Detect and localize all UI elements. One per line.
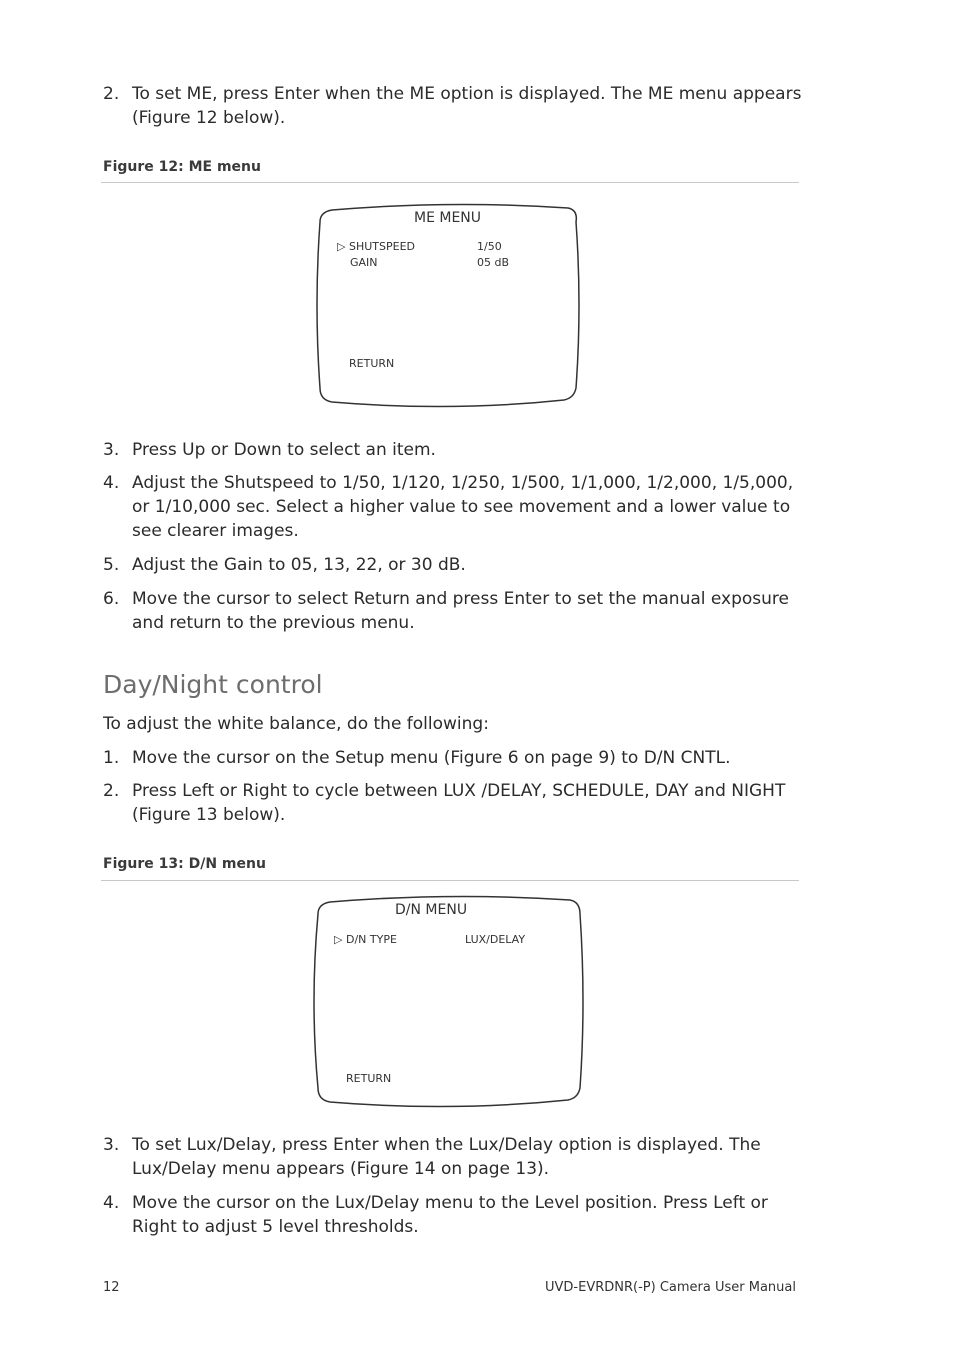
lux-step-3 [103,1133,803,1181]
step-number: 1. [103,748,120,768]
menu-item-return: RETURN [346,1072,392,1085]
dn-step-2 [103,779,803,827]
monitor-outline [310,200,590,412]
figure-13-rule [101,880,799,881]
step-text: Move the cursor on the Setup menu (Figure 6 on page 9) to D/N CNTL. [132,748,731,768]
section-heading: Day/Night control [103,670,323,699]
step-number: 4. [103,1193,120,1213]
step-text: Press Up or Down to select an item. [132,440,436,460]
menu-item-dn-type: D/N TYPE [346,933,397,946]
step-number: 2. [103,781,120,801]
lux-step-4 [103,1191,803,1239]
step-text: Move the cursor on the Lux/Delay menu to the Level position. Press Left or Right to adjust 5 level thresholds. [132,1193,768,1237]
menu-item-return: RETURN [349,357,395,370]
step-2-set-me [103,82,803,130]
menu-value-shutspeed: 1/50 [477,240,502,253]
menu-title: D/N MENU [395,902,468,918]
menu-value-dn-type: LUX/DELAY [465,933,526,946]
dn-menu-screen [306,892,594,1112]
step-number: 5. [103,555,120,575]
section-intro: To adjust the white balance, do the following: [103,714,489,734]
step-number: 3. [103,440,120,460]
manual-title: UVD-EVRDNR(-P) Camera User Manual [545,1280,796,1295]
step-4 [103,471,803,543]
step-text: To set ME, press Enter when the ME option is displayed. The ME menu appears (Figure 12 below). [132,84,802,128]
figure-12-caption: Figure 12: ME menu [103,159,261,175]
step-6 [103,587,803,635]
step-number: 4. [103,473,120,493]
menu-value-gain: 05 dB [477,256,510,269]
cursor-arrow-icon: ▷ [334,933,343,946]
step-text: To set Lux/Delay, press Enter when the Lux/Delay option is displayed. The Lux/Delay menu appears (Figure 14 on page 13). [132,1135,761,1179]
step-number: 6. [103,589,120,609]
step-number: 3. [103,1135,120,1155]
step-text: Press Left or Right to cycle between LUX /DELAY, SCHEDULE, DAY and NIGHT (Figure 13 below). [132,781,786,825]
page-number: 12 [103,1280,120,1295]
menu-title: ME MENU [414,210,482,226]
step-text: Move the cursor to select Return and press Enter to set the manual exposure and return to the previous menu. [132,589,790,633]
step-text: Adjust the Gain to 05, 13, 22, or 30 dB. [132,555,466,575]
menu-item-gain: GAIN [350,256,378,269]
figure-12-rule [101,182,799,183]
step-number: 2. [103,84,120,104]
step-text: Adjust the Shutspeed to 1/50, 1/120, 1/250, 1/500, 1/1,000, 1/2,000, 1/5,000, or 1/10,000 sec. Select a higher value to see movement and a lower value to see clearer images. [132,473,794,541]
figure-13-caption: Figure 13: D/N menu [103,856,266,872]
menu-item-shutspeed: SHUTSPEED [349,240,416,253]
me-menu-screen [310,200,590,412]
cursor-arrow-icon: ▷ [337,240,346,253]
dn-step-1 [103,746,803,770]
step-3 [103,438,803,462]
step-5 [103,553,803,577]
